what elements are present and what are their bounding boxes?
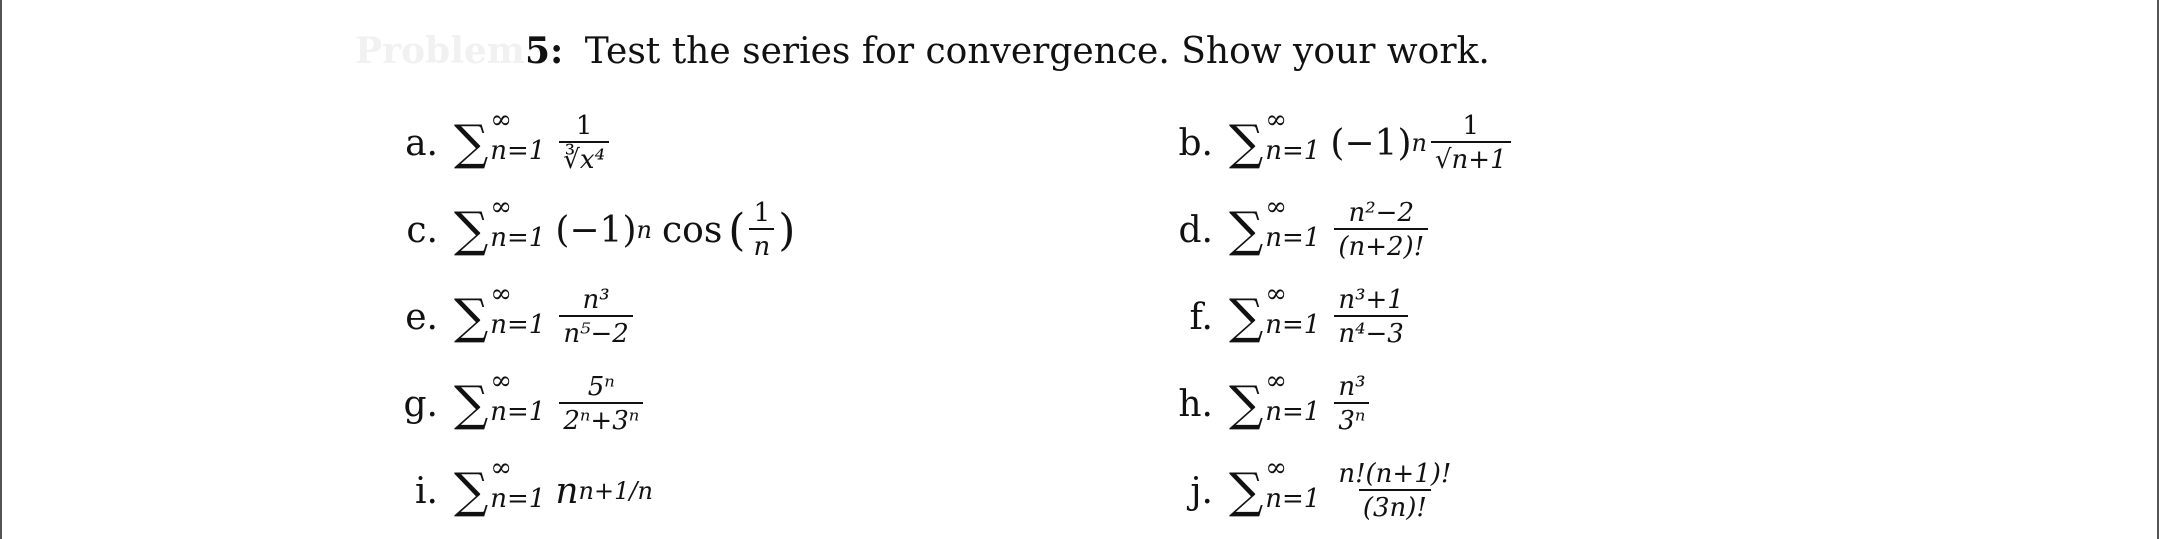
problem-label: f. [1189, 296, 1213, 338]
sum-lower-limit: n=1 [1265, 310, 1321, 340]
fraction [1334, 285, 1408, 349]
numerator: 1 [575, 111, 593, 141]
sigma-symbol: ∑ [1229, 202, 1264, 258]
sigma-symbol: ∑ [1229, 289, 1264, 345]
series-term [1330, 111, 1514, 175]
sum-limits [1265, 278, 1321, 340]
sum-lower-limit: n=1 [490, 136, 546, 166]
problem-label: i. [415, 470, 438, 512]
problem-instruction: Test the series for convergence. Show your work. [584, 31, 1490, 72]
summation [1229, 104, 1321, 171]
faded-problem-word: Problem [355, 30, 525, 72]
summation [454, 452, 546, 519]
numerator: 5ⁿ [587, 372, 615, 402]
denominator: n⁵−2 [559, 315, 633, 349]
sum-lower-limit: n=1 [1265, 397, 1321, 427]
fraction [1334, 459, 1455, 523]
fraction [1431, 111, 1511, 175]
sum-upper-limit: ∞ [490, 365, 512, 396]
numerator: n³ [1338, 372, 1366, 402]
series-term [555, 471, 653, 512]
sum-limits [1265, 452, 1321, 514]
sum-upper-limit: ∞ [1265, 278, 1287, 309]
denominator: √n+1 [1431, 141, 1511, 175]
sum-limits [490, 104, 546, 166]
sigma-symbol: ∑ [454, 463, 489, 519]
summation [454, 191, 546, 258]
sum-upper-limit: ∞ [490, 278, 512, 309]
denominator: 2ⁿ+3ⁿ [559, 402, 643, 436]
summation [1229, 365, 1321, 432]
denominator: ∛x⁴ [559, 141, 609, 175]
sum-limits [490, 191, 546, 253]
series-term [555, 111, 613, 175]
problem-heading [525, 30, 1490, 72]
cos-function: cos [661, 209, 723, 251]
sum-upper-limit: ∞ [1265, 365, 1287, 396]
sigma-symbol: ∑ [454, 376, 489, 432]
fraction [559, 111, 609, 175]
problem-label: j. [1190, 470, 1213, 512]
alternating-exponent: n [1411, 129, 1427, 157]
sum-upper-limit: ∞ [490, 191, 512, 222]
summation [1229, 278, 1321, 345]
problem-f [1165, 277, 1412, 357]
sum-limits [1265, 365, 1321, 427]
denominator: n⁴−3 [1334, 315, 1408, 349]
summation [454, 365, 546, 432]
series-term [1330, 372, 1373, 436]
series-term [555, 372, 647, 436]
right-paren: ) [778, 204, 796, 256]
alternating-factor: (−1) [555, 209, 637, 251]
alternating-factor: (−1) [1330, 122, 1412, 164]
fraction [1334, 198, 1428, 262]
sigma-symbol: ∑ [1229, 463, 1264, 519]
summation [1229, 452, 1321, 519]
sum-limits [490, 452, 546, 514]
sum-upper-limit: ∞ [1265, 191, 1287, 222]
problem-label: g. [403, 383, 438, 425]
fraction [559, 372, 643, 436]
series-term [1330, 285, 1412, 349]
numerator: n!(n+1)! [1338, 459, 1452, 489]
problem-c [390, 190, 795, 270]
sum-limits [1265, 191, 1321, 253]
problem-j [1165, 451, 1459, 531]
numerator: 1 [1462, 111, 1480, 141]
series-term [1330, 198, 1432, 262]
problem-label: a. [405, 122, 438, 164]
sum-lower-limit: n=1 [490, 223, 546, 253]
sum-limits [490, 365, 546, 427]
sum-limits [1265, 104, 1321, 166]
numerator: n²−2 [1348, 198, 1414, 228]
power-base: n [555, 470, 579, 512]
series-term [1330, 459, 1459, 523]
problem-number: 5: [525, 30, 564, 72]
sum-upper-limit: ∞ [490, 452, 512, 483]
alternating-exponent: n [636, 216, 652, 244]
problem-label: c. [406, 209, 438, 251]
denominator: n [749, 228, 774, 262]
summation [454, 278, 546, 345]
denominator: 3ⁿ [1334, 402, 1369, 436]
sum-lower-limit: n=1 [490, 310, 546, 340]
power-exponent: n+1/n [578, 477, 653, 505]
series-term [555, 198, 795, 262]
problem-g [390, 364, 647, 444]
numerator: n³ [582, 285, 610, 315]
problem-a [390, 103, 613, 183]
sigma-symbol: ∑ [454, 202, 489, 258]
numerator: 1 [753, 198, 771, 228]
problem-d [1165, 190, 1432, 270]
sigma-symbol: ∑ [1229, 376, 1264, 432]
sum-lower-limit: n=1 [1265, 223, 1321, 253]
problem-label: d. [1178, 209, 1213, 251]
sigma-symbol: ∑ [1229, 115, 1264, 171]
problem-e [390, 277, 637, 357]
problem-label: b. [1178, 122, 1213, 164]
fraction [1334, 372, 1369, 436]
problem-i [390, 451, 653, 531]
sum-limits [490, 278, 546, 340]
sum-lower-limit: n=1 [1265, 136, 1321, 166]
left-paren: ( [728, 204, 746, 256]
problem-h [1165, 364, 1374, 444]
summation [1229, 191, 1321, 258]
sigma-symbol: ∑ [454, 289, 489, 345]
sum-upper-limit: ∞ [1265, 452, 1287, 483]
sum-lower-limit: n=1 [1265, 484, 1321, 514]
problem-label: e. [405, 296, 438, 338]
series-term [555, 285, 637, 349]
numerator: n³+1 [1338, 285, 1404, 315]
fraction [749, 198, 774, 262]
summation [454, 104, 546, 171]
sum-upper-limit: ∞ [490, 104, 512, 135]
problem-b [1165, 103, 1515, 183]
fraction [559, 285, 633, 349]
denominator: (3n)! [1359, 489, 1431, 523]
sum-lower-limit: n=1 [490, 397, 546, 427]
sum-upper-limit: ∞ [1265, 104, 1287, 135]
sigma-symbol: ∑ [454, 115, 489, 171]
denominator: (n+2)! [1334, 228, 1428, 262]
page-border-left [0, 0, 2, 539]
sum-lower-limit: n=1 [490, 484, 546, 514]
problem-label: h. [1178, 383, 1213, 425]
